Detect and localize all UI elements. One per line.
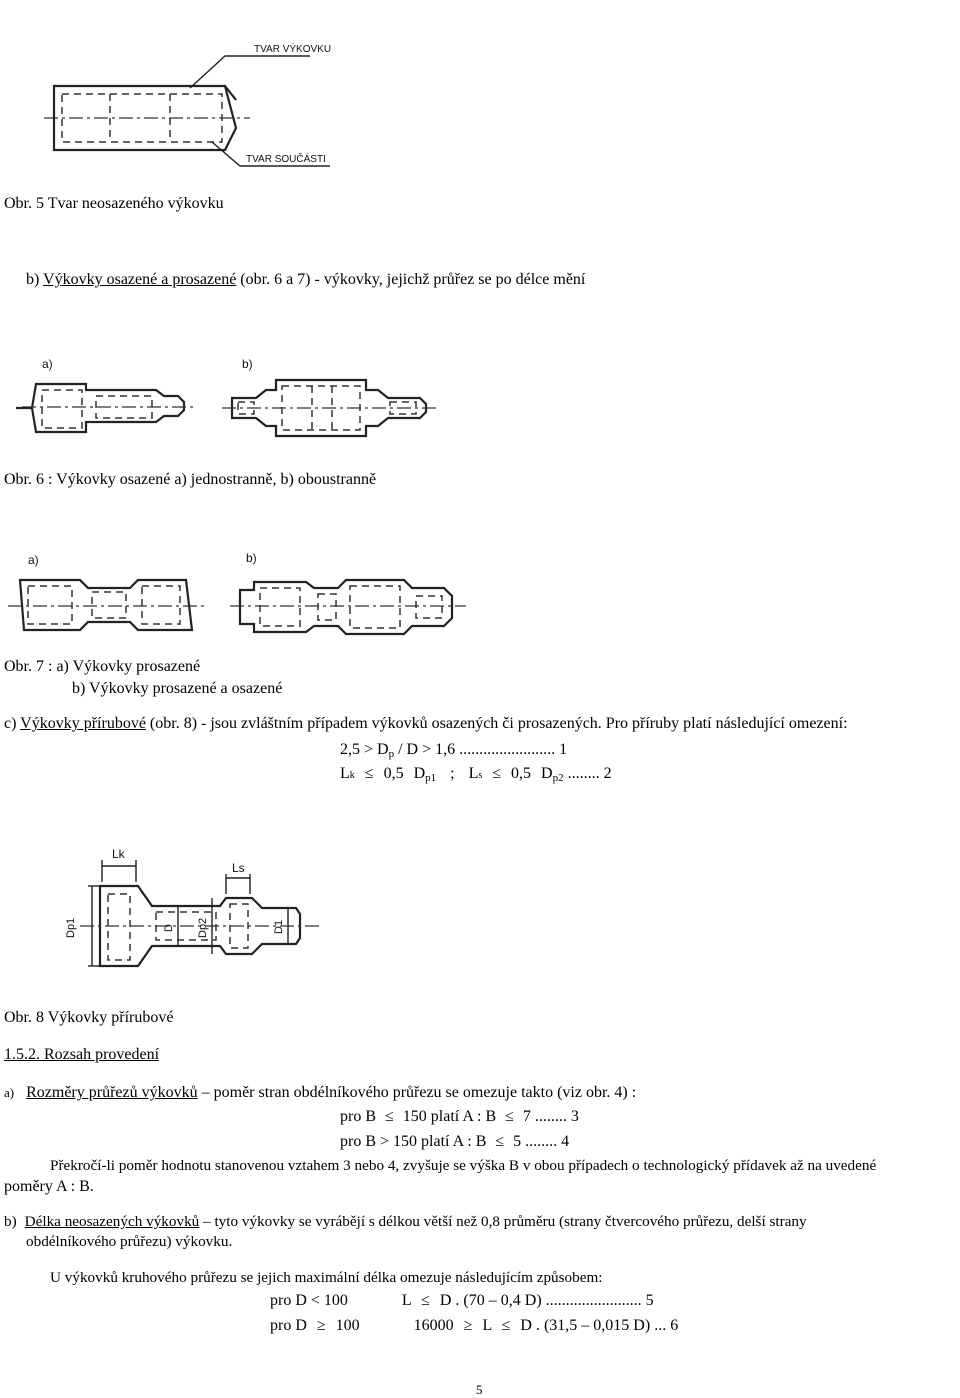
figure-8-flanged-forging <box>60 842 400 1002</box>
section-heading-1-5-2: 1.5.2. Rozsah provedení <box>4 1046 160 1063</box>
figure-6-caption: Obr. 6 : Výkovky osazené a) jednostranně, b) oboustranně <box>4 471 377 488</box>
formula-6: pro D ≥ 100 16000 ≥ L ≤ D . (31,5 – 0,015 D) ... 6 <box>270 1317 679 1334</box>
page-number: 5 <box>476 1382 483 1397</box>
figure-5-caption: Obr. 5 Tvar neosazeného výkovku <box>4 195 224 212</box>
dim-lk: Lk <box>112 847 125 861</box>
le-symbol: ≤ <box>421 1292 430 1309</box>
figure-6-label-a: a) <box>42 357 53 371</box>
paragraph-a-line1: Překročí-li poměr hodnotu stanovenou vztahem 3 nebo 4, zvyšuje se výška B v obou případech o technologický přídavek až na uvedené <box>50 1157 877 1174</box>
label-part-shape: TVAR SOUČÁSTI <box>246 154 326 165</box>
item-a-title: Rozměry průřezů výkovků <box>26 1084 198 1101</box>
le-symbol: ≤ <box>385 1108 394 1125</box>
figure-5-unshouldered-forging <box>40 38 380 188</box>
le-symbol: ≤ <box>492 765 502 782</box>
dim-dp2: Dp2 <box>197 917 209 938</box>
dim-d: D <box>163 924 175 932</box>
item-b-paragraph: b) Délka neosazených výkovků – tyto výkovky se vyrábějí s délkou větší než 0,8 průměru (strany čtvercového průřezu, delší strany <box>4 1213 807 1230</box>
figure-7-caption-line2: b) Výkovky prosazené a osazené <box>72 680 283 697</box>
ge-symbol: ≥ <box>463 1317 473 1334</box>
section-b-title: Výkovky osazené a prosazené <box>43 271 237 288</box>
le-symbol: ≤ <box>501 1317 511 1334</box>
formula-3: pro B ≤ 150 platí A : B ≤ 7 ........ 3 <box>340 1108 579 1125</box>
formula-1: $2,5 > D_p / D > 1,6$ ........................ 1 <box>340 741 568 760</box>
dim-d1: D1 <box>273 919 285 934</box>
le-symbol: ≤ <box>495 1133 505 1150</box>
figure-7-upset-forgings <box>4 540 474 640</box>
figure-7-label-a: a) <box>28 553 39 567</box>
formula-2: Lk ≤ 0,5 $D_{p1}$ ; Ls ≤ 0,5 $D_{p2}$ ........ 2 <box>340 765 612 784</box>
le-symbol: ≤ <box>505 1108 514 1125</box>
figure-6-label-b: b) <box>242 357 253 371</box>
le-symbol: ≤ <box>364 765 374 782</box>
section-c-paragraph: c) Výkovky přírubové (obr. 8) - jsou zvláštním případem výkovků osazených či prosazených. Pro příruby platí následující omezení: <box>4 715 848 732</box>
label-forging-shape: TVAR VÝKOVKU <box>254 44 332 55</box>
dim-ls: Ls <box>232 861 245 875</box>
item-a-paragraph: a) Rozměry průřezů výkovků – poměr stran obdélníkového průřezu se omezuje takto (viz obr. 4) : <box>4 1084 637 1101</box>
dim-dp1: Dp1 <box>65 917 77 938</box>
ge-symbol: ≥ <box>316 1317 326 1334</box>
formula-5: pro D < 100 L ≤ D . (70 – 0,4 D) ........................ 5 <box>270 1292 654 1309</box>
figure-8-caption: Obr. 8 Výkovky přírubové <box>4 1009 174 1026</box>
item-b-line2: obdélníkového průřezu) výkovku. <box>26 1233 233 1250</box>
figure-7-label-b: b) <box>246 551 257 565</box>
item-b-title: Délka neosazených výkovků <box>24 1213 200 1230</box>
section-c-title: Výkovky přírubové <box>20 715 146 732</box>
section-b-heading: b) Výkovky osazené a prosazené (obr. 6 a 7) - výkovky, jejichž průřez se po délce mění <box>26 271 586 288</box>
figure-6-shouldered-forgings <box>16 342 476 447</box>
figure-7-caption-line1: Obr. 7 : a) Výkovky prosazené <box>4 658 201 675</box>
formula-4: pro B > 150 platí A : B ≤ 5 ........ 4 <box>340 1133 570 1150</box>
paragraph-round: U výkovků kruhového průřezu se jejich maximální délka omezuje následujícím způsobem: <box>50 1269 603 1286</box>
paragraph-a-line2: poměry A : B. <box>4 1178 94 1195</box>
